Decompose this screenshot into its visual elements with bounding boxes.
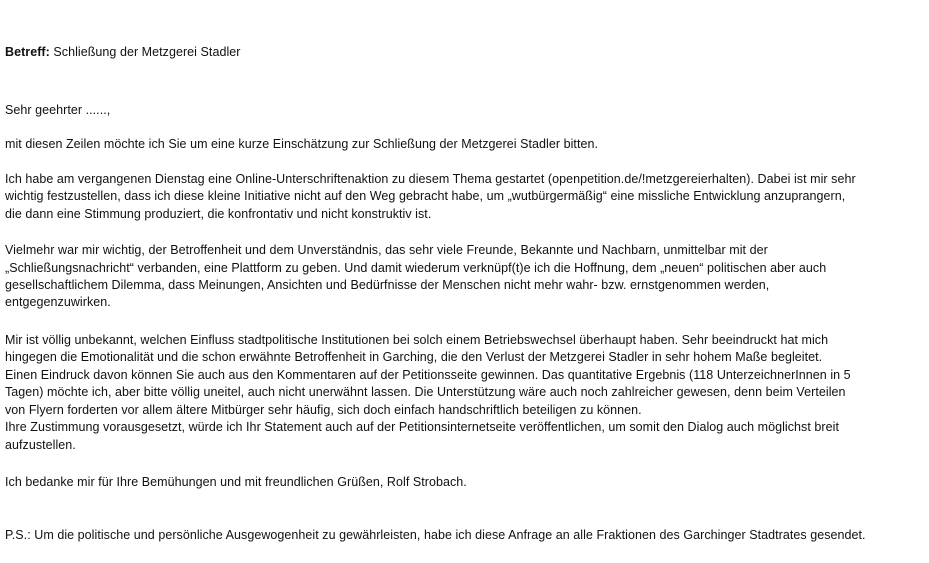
subject-line — [5, 44, 241, 60]
paragraph-3-line-2: „Schließungsnachricht“ verbanden, eine Plattform zu geben. Und damit wiederum verknüpf(t)e ich die Hoffnung, dem „neuen“ politischen aber auch — [5, 261, 827, 275]
subject-label: Betreff: — [5, 45, 50, 59]
paragraph-2-line-1: Ich habe am vergangenen Dienstag eine Online-Unterschriftenaktion zu diesem Thema gestartet (openpetition.de/!metzgereierhalten). Dabei ist mir sehr — [5, 172, 856, 186]
paragraph-2-line-3: die dann eine Stimmung produziert, die konfrontativ und nicht konstruktiv ist. — [5, 207, 432, 221]
paragraph-4-line-2: hingegen die Emotionalität und die schon erwähnte Betroffenheit in Garching, die den Verlust der Metzgerei Stadler in sehr hohem Maße begleitet. — [5, 350, 823, 364]
subject-text: Schließung der Metzgerei Stadler — [49, 45, 241, 59]
paragraph-4-line-5: von Flyern forderten vor allem ältere Mitbürger sehr häufig, sich doch einfach handschriftlich beteiligen zu können. — [5, 403, 642, 417]
paragraph-1-line-1: mit diesen Zeilen möchte ich Sie um eine kurze Einschätzung zur Schließung der Metzgerei Stadler bitten. — [5, 137, 598, 151]
paragraph-3-line-4: entgegenzuwirken. — [5, 295, 111, 309]
paragraph-3-line-1: Vielmehr war mir wichtig, der Betroffenheit und dem Unverständnis, das sehr viele Freunde, Bekannte und Nachbarn, unmittelbar mit der — [5, 243, 768, 257]
paragraph-2-line-2: wichtig festzustellen, dass ich diese kleine Initiative nicht auf den Weg gebracht habe, um „wutbürgermäßig“ eine missliche Entwicklung anzuprangern, — [5, 189, 846, 203]
paragraph-4-line-6: Ihre Zustimmung vorausgesetzt, würde ich Ihr Statement auch auf der Petitionsinternetseite veröffentlichen, um somit den Dialog auch möglichst breit — [5, 420, 839, 434]
paragraph-3-line-3: gesellschaftlichem Dilemma, dass Meinungen, Ansichten und Bedürfnisse der Menschen nicht mehr wahr- bzw. ernstgenommen werden, — [5, 278, 770, 292]
postscript-line: P.S.: Um die politische und persönliche Ausgewogenheit zu gewährleisten, habe ich diese Anfrage an alle Fraktionen des Garchinger Stadtrates gesendet. — [5, 528, 866, 542]
salutation: Sehr geehrter ......, — [5, 103, 111, 117]
paragraph-4-line-7: aufzustellen. — [5, 438, 76, 452]
paragraph-4-line-1: Mir ist völlig unbekannt, welchen Einfluss stadtpolitische Institutionen bei solch einem Betriebswechsel überhaupt haben. Sehr beeindruckt hat mich — [5, 333, 829, 347]
paragraph-4-line-3: Einen Eindruck davon können Sie auch aus den Kommentaren auf der Petitionsseite gewinnen. Das quantitative Ergebnis (118 UnterzeichnerInnen in 5 — [5, 368, 851, 382]
paragraph-4-line-4: Tagen) möchte ich, aber bitte völlig uneitel, auch nicht unerwähnt lassen. Die Unterstützung wäre auch noch zahlreicher gewesen, denn beim Verteilen — [5, 385, 846, 399]
closing-line: Ich bedanke mir für Ihre Bemühungen und mit freundlichen Grüßen, Rolf Strobach. — [5, 475, 467, 489]
